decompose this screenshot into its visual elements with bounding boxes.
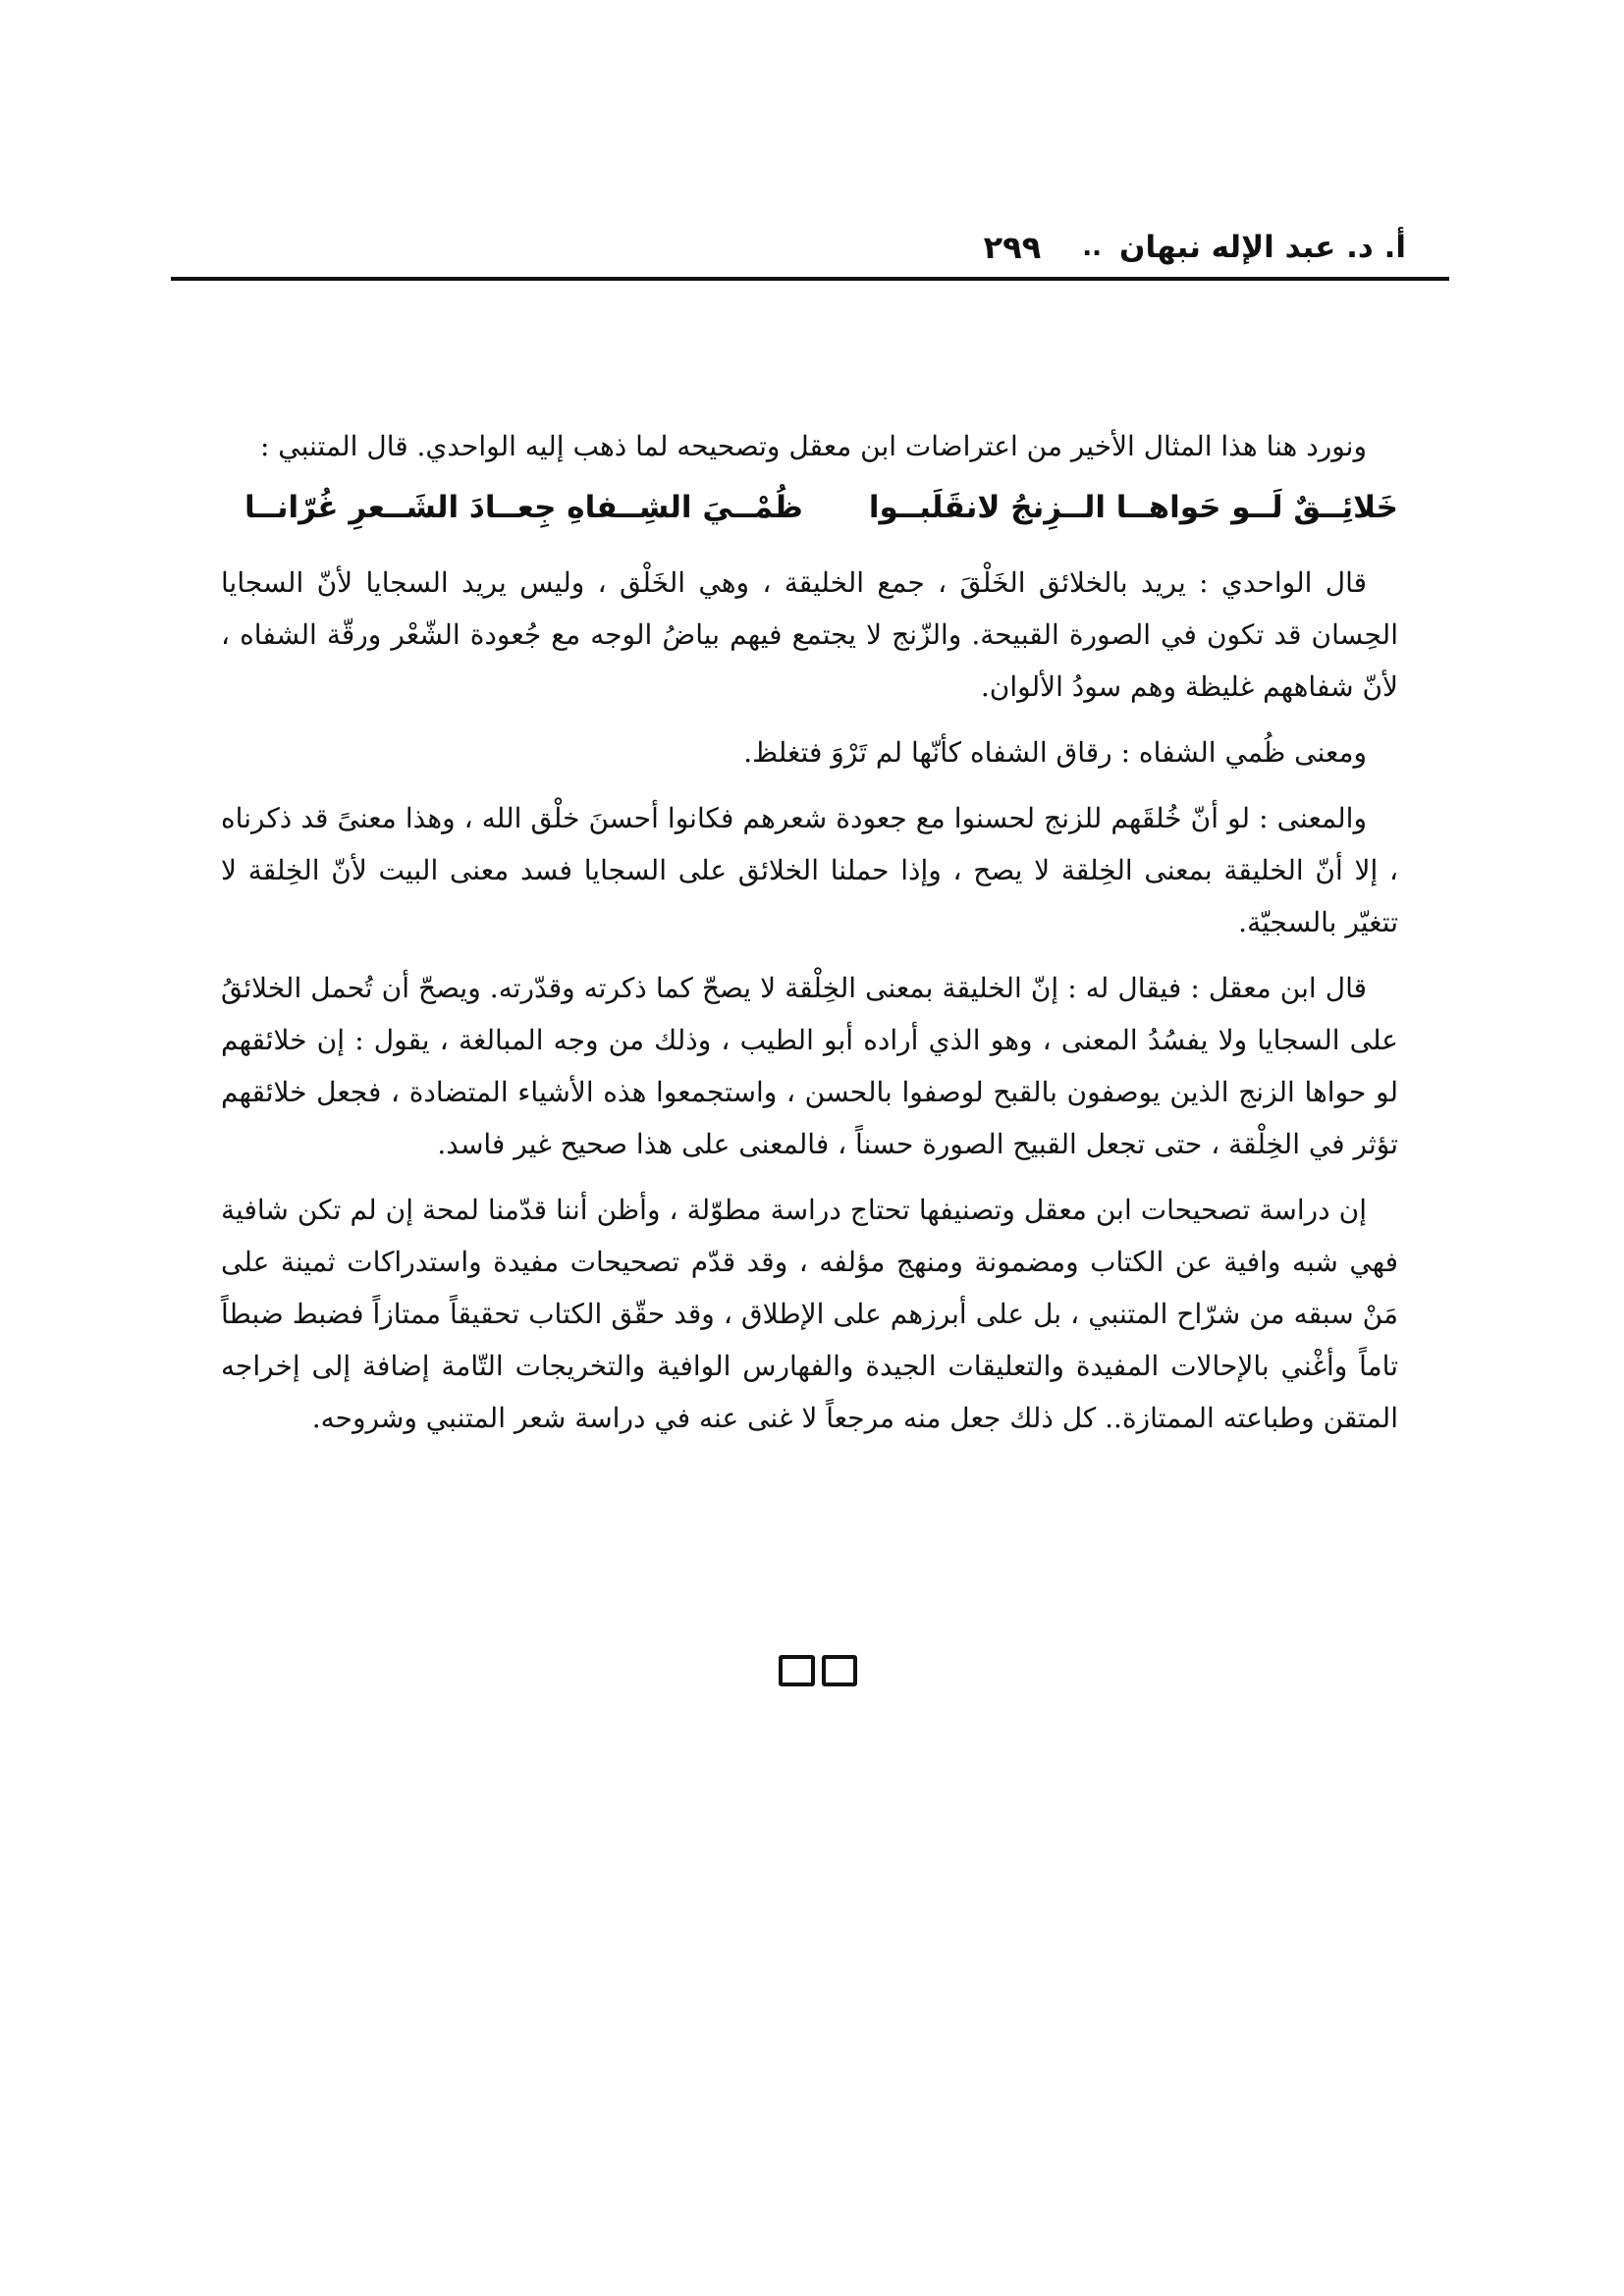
verse-second-hemistich: ظُمْــيَ الشِــفاهِ جِعــادَ الشَــعرِ غُرّانــا xyxy=(244,490,803,525)
paragraph-wahidi: قال الواحدي : يريد بالخلائق الخَلْقَ ، جمع الخليقة ، وهي الخَلْق ، وليس يريد السجايا لأنّ السجايا الحِسان قد تكون في الصورة القبيحة. والزّنج لا يجتمع فيهم بياضُ الوجه مع جُعودة الشّعْر ورقّة الشفاه ، لأنّ شفاههم غليظة وهم سودُ الألوان. xyxy=(221,566,1398,703)
paragraph-meaning-lips: ومعنى ظُمي الشفاه : رقاق الشفاه كأنّها لم تَرْوَ فتغلظ. xyxy=(743,736,1367,769)
verse-first-hemistich: خَلائِــقٌ لَــو حَواهــا الــزِنجُ لانقَلَبــوا xyxy=(868,490,1398,525)
body-text xyxy=(221,420,1398,1458)
running-header xyxy=(171,218,1406,277)
page-number: ٢٩٩ xyxy=(983,229,1042,266)
header-rule xyxy=(171,277,1449,281)
poetry-verse xyxy=(221,480,1398,535)
paragraph-conclusion: إن دراسة تصحيحات ابن معقل وتصنيفها تحتاج دراسة مطوّلة ، وأظن أننا قدّمنا لمحة إن لم تكن شافية فهي شبه وافية عن الكتاب ومضمونة ومنهج مؤلفه ، وقد قدّم تصحيحات مفيدة واستدراكات ثمينة على مَنْ سبقه من شرّاح المتنبي ، بل على أبرزهم على الإطلاق ، وقد حقّق الكتاب تحقيقاً ممتازاً فضبط ضبطاً تاماً وأغْني بالإحالات المفيدة والتعليقات الجيدة والفهارس الوافية والتخريجات التّامة إضافة إلى إخراجه المتقن وطباعته الممتازة.. كل ذلك جعل منه مرجعاً لا غنى عنه في دراسة شعر المتنبي وشروحه. xyxy=(221,1194,1398,1434)
intro-paragraph: ونورد هنا هذا المثال الأخير من اعتراضات ابن معقل وتصحيحه لما ذهب إليه الواحدي. قال المتنبي : xyxy=(259,430,1367,462)
header-separator: .. xyxy=(1082,233,1102,262)
paragraph-ibn-maqil: قال ابن معقل : فيقال له : إنّ الخليقة بمعنى الخِلْقة لا يصحّ كما ذكرته وقدّرته. ويصحّ أن تُحمل الخلائقُ على السجايا ولا يفسُدُ المعنى ، وهو الذي أراده أبو الطيب ، وذلك من وجه المبالغة ، يقول : إن خلائقهم لو حواها الزنج الذين يوصفون بالقبح لوصفوا بالحسن ، واستجمعوا هذه الأشياء المتضادة ، فجعل خلائقهم تؤثر في الخِلْقة ، حتى تجعل القبيح الصورة حسناً ، فالمعنى على هذا صحيح غير فاسد. xyxy=(221,972,1398,1160)
end-mark-box-icon xyxy=(779,1655,815,1686)
section-end-mark xyxy=(779,1655,857,1686)
header-author: أ. د. عبد الإله نبهان xyxy=(1118,230,1406,265)
paragraph-meaning: والمعنى : لو أنّ خُلقَهم للزنج لحسنوا مع جعودة شعرهم فكانوا أحسنَ خلْق الله ، وهذا معنىً قد ذكرناه ، إلا أنّ الخليقة بمعنى الخِلقة لا يصح ، وإذا حملنا الخلائق على السجايا فسد معنى البيت لأنّ الخِلقة لا تتغيّر بالسجيّة. xyxy=(221,802,1398,938)
end-mark-box-icon xyxy=(822,1655,858,1686)
